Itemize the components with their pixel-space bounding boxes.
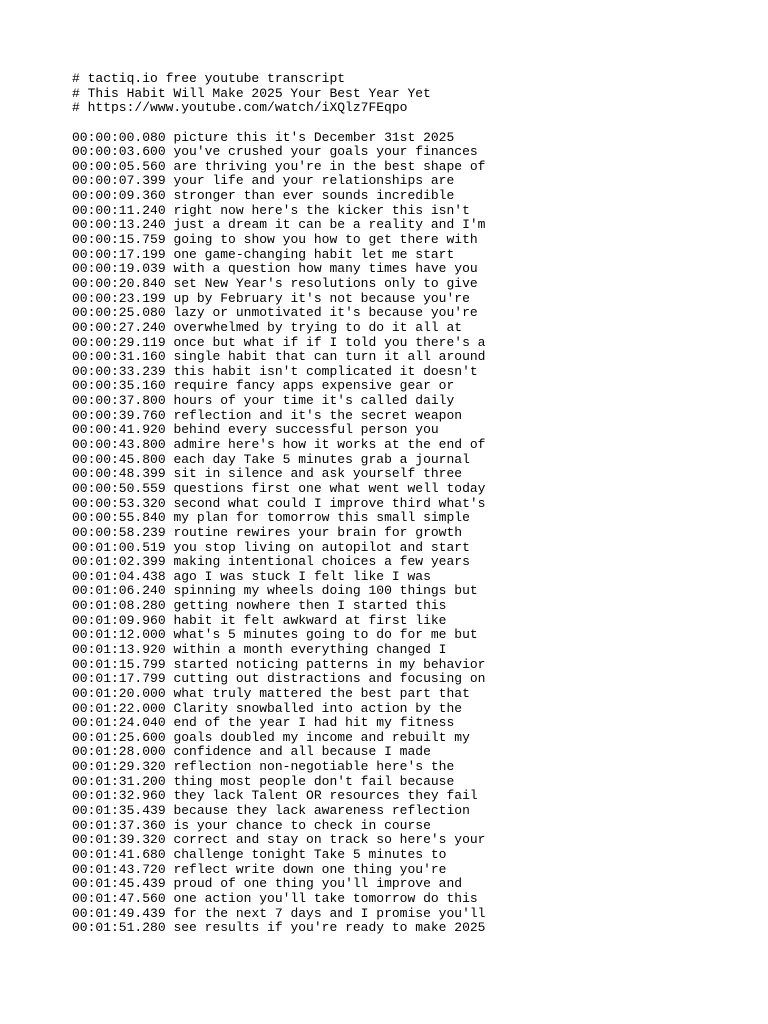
transcript-timestamp: 00:00:45.800 xyxy=(72,451,166,467)
transcript-timestamp: 00:01:28.000 xyxy=(72,744,166,760)
transcript-timestamp: 00:00:27.240 xyxy=(72,319,166,335)
transcript-text: require fancy apps expensive gear or xyxy=(173,378,455,394)
transcript-timestamp: 00:00:19.039 xyxy=(72,261,166,277)
transcript-text: your life and your relationships are xyxy=(173,173,455,189)
transcript-text: cutting out distractions and focusing on xyxy=(173,671,486,687)
transcript-line xyxy=(72,848,712,863)
transcript-text: once but what if if I told you there's a xyxy=(173,334,486,350)
header-video-url: # https://www.youtube.com/watch/iXQlz7FEqpo xyxy=(72,100,408,116)
transcript-line xyxy=(72,453,712,468)
transcript-text: making intentional choices a few years xyxy=(173,554,470,570)
transcript-timestamp: 00:01:00.519 xyxy=(72,539,166,555)
transcript-line xyxy=(72,292,712,307)
transcript-text: is your chance to check in course xyxy=(173,817,431,833)
transcript-text: picture this it's December 31st 2025 xyxy=(173,129,455,145)
transcript-text: within a month everything changed I xyxy=(173,641,447,657)
transcript-line xyxy=(72,892,712,907)
transcript-text: one action you'll take tomorrow do this xyxy=(173,890,478,906)
transcript-line xyxy=(72,511,712,526)
transcript-line xyxy=(72,760,712,775)
transcript-text: confidence and all because I made xyxy=(173,744,431,760)
transcript-line xyxy=(72,350,712,365)
transcript-line xyxy=(72,218,712,233)
transcript-timestamp: 00:00:13.240 xyxy=(72,217,166,233)
transcript-line xyxy=(72,131,712,146)
transcript-line xyxy=(72,233,712,248)
transcript-text: stronger than ever sounds incredible xyxy=(173,188,455,204)
transcript-text: ago I was stuck I felt like I was xyxy=(173,568,431,584)
transcript-timestamp: 00:01:04.438 xyxy=(72,568,166,584)
transcript-lines xyxy=(72,131,712,936)
transcript-text: you stop living on autopilot and start xyxy=(173,539,470,555)
transcript-text: questions first one what went well today xyxy=(173,480,486,496)
transcript-timestamp: 00:01:25.600 xyxy=(72,729,166,745)
transcript-timestamp: 00:00:48.399 xyxy=(72,466,166,482)
transcript-text: they lack Talent OR resources they fail xyxy=(173,788,478,804)
transcript-timestamp: 00:01:08.280 xyxy=(72,598,166,614)
transcript-line xyxy=(72,789,712,804)
header-source-line: # tactiq.io free youtube transcript xyxy=(72,71,346,86)
transcript-text: each day Take 5 minutes grab a journal xyxy=(173,451,470,467)
transcript-text: Clarity snowballed into action by the xyxy=(173,700,463,716)
transcript-text: sit in silence and ask yourself three xyxy=(173,466,463,482)
transcript-timestamp: 00:01:12.000 xyxy=(72,627,166,643)
transcript-timestamp: 00:00:09.360 xyxy=(72,188,166,204)
transcript-text: set New Year's resolutions only to give xyxy=(173,275,478,291)
transcript-timestamp: 00:00:58.239 xyxy=(72,524,166,540)
transcript-timestamp: 00:00:15.759 xyxy=(72,232,166,248)
transcript-line xyxy=(72,731,712,746)
transcript-line xyxy=(72,672,712,687)
transcript-text: started noticing patterns in my behavior xyxy=(173,656,486,672)
transcript-timestamp: 00:00:37.800 xyxy=(72,393,166,409)
transcript-timestamp: 00:00:00.080 xyxy=(72,129,166,145)
transcript-timestamp: 00:00:33.239 xyxy=(72,363,166,379)
transcript-line xyxy=(72,394,712,409)
transcript-line xyxy=(72,467,712,482)
transcript-timestamp: 00:00:07.399 xyxy=(72,173,166,189)
transcript-text: right now here's the kicker this isn't xyxy=(173,202,470,218)
transcript-line xyxy=(72,775,712,790)
transcript-text: up by February it's not because you're xyxy=(173,290,470,306)
transcript-timestamp: 00:01:35.439 xyxy=(72,803,166,819)
transcript-text: are thriving you're in the best shape of xyxy=(173,158,486,174)
transcript-timestamp: 00:01:47.560 xyxy=(72,890,166,906)
transcript-line xyxy=(72,482,712,497)
transcript-timestamp: 00:00:11.240 xyxy=(72,202,166,218)
transcript-line xyxy=(72,497,712,512)
transcript-timestamp: 00:01:43.720 xyxy=(72,861,166,877)
transcript-timestamp: 00:01:39.320 xyxy=(72,832,166,848)
transcript-text: for the next 7 days and I promise you'll xyxy=(173,905,486,921)
transcript-line xyxy=(72,277,712,292)
transcript-timestamp: 00:01:22.000 xyxy=(72,700,166,716)
transcript-timestamp: 00:00:50.559 xyxy=(72,480,166,496)
transcript-text: proud of one thing you'll improve and xyxy=(173,876,463,892)
transcript-timestamp: 00:00:25.080 xyxy=(72,305,166,321)
transcript-timestamp: 00:00:35.160 xyxy=(72,378,166,394)
transcript-text: end of the year I had hit my fitness xyxy=(173,715,455,731)
transcript-text: challenge tonight Take 5 minutes to xyxy=(173,846,447,862)
transcript-text: routine rewires your brain for growth xyxy=(173,524,463,540)
transcript-line xyxy=(72,306,712,321)
transcript-line xyxy=(72,628,712,643)
transcript-line xyxy=(72,819,712,834)
transcript-line xyxy=(72,174,712,189)
transcript-line xyxy=(72,687,712,702)
transcript-timestamp: 00:00:43.800 xyxy=(72,437,166,453)
transcript-line xyxy=(72,189,712,204)
transcript-line xyxy=(72,570,712,585)
transcript-text: with a question how many times have you xyxy=(173,261,478,277)
transcript-timestamp: 00:01:49.439 xyxy=(72,905,166,921)
transcript-text: see results if you're ready to make 2025 xyxy=(173,920,486,936)
transcript-timestamp: 00:00:31.160 xyxy=(72,349,166,365)
transcript-line xyxy=(72,555,712,570)
header-spacer xyxy=(72,116,712,131)
transcript-text: just a dream it can be a reality and I'm xyxy=(173,217,486,233)
transcript-timestamp: 00:01:37.360 xyxy=(72,817,166,833)
transcript-line xyxy=(72,336,712,351)
transcript-line xyxy=(72,745,712,760)
transcript-timestamp: 00:00:39.760 xyxy=(72,407,166,423)
transcript-line xyxy=(72,248,712,263)
transcript-line xyxy=(72,160,712,175)
transcript-timestamp: 00:01:51.280 xyxy=(72,920,166,936)
transcript-timestamp: 00:00:55.840 xyxy=(72,510,166,526)
header-video-title: # This Habit Will Make 2025 Your Best Year Yet xyxy=(72,85,431,101)
transcript-timestamp: 00:01:09.960 xyxy=(72,612,166,628)
transcript-timestamp: 00:01:17.799 xyxy=(72,671,166,687)
transcript-timestamp: 00:00:20.840 xyxy=(72,275,166,291)
transcript-line xyxy=(72,863,712,878)
transcript-text: spinning my wheels doing 100 things but xyxy=(173,583,478,599)
transcript-text: lazy or unmotivated it's because you're xyxy=(173,305,478,321)
transcript-timestamp: 00:00:03.600 xyxy=(72,144,166,160)
transcript-text: goals doubled my income and rebuilt my xyxy=(173,729,470,745)
transcript-timestamp: 00:01:15.799 xyxy=(72,656,166,672)
transcript-text: going to show you how to get there with xyxy=(173,232,478,248)
transcript-line xyxy=(72,877,712,892)
transcript-line xyxy=(72,584,712,599)
transcript-timestamp: 00:01:31.200 xyxy=(72,773,166,789)
transcript-line xyxy=(72,204,712,219)
transcript-text: my plan for tomorrow this small simple xyxy=(173,510,470,526)
transcript-line xyxy=(72,262,712,277)
transcript-text: getting nowhere then I started this xyxy=(173,598,447,614)
transcript-line xyxy=(72,921,712,936)
transcript-text: thing most people don't fail because xyxy=(173,773,455,789)
transcript-text: one game-changing habit let me start xyxy=(173,246,455,262)
transcript-text: you've crushed your goals your finances xyxy=(173,144,478,160)
transcript-timestamp: 00:00:23.199 xyxy=(72,290,166,306)
transcript-text: this habit isn't complicated it doesn't xyxy=(173,363,478,379)
transcript-timestamp: 00:00:29.119 xyxy=(72,334,166,350)
transcript-text: reflect write down one thing you're xyxy=(173,861,447,877)
transcript-timestamp: 00:01:41.680 xyxy=(72,846,166,862)
transcript-text: second what could I improve third what's xyxy=(173,495,486,511)
transcript-text: behind every successful person you xyxy=(173,422,439,438)
transcript-timestamp: 00:00:41.920 xyxy=(72,422,166,438)
transcript-line xyxy=(72,716,712,731)
transcript-text: correct and stay on track so here's your xyxy=(173,832,486,848)
transcript-line xyxy=(72,702,712,717)
transcript-line xyxy=(72,438,712,453)
transcript-line xyxy=(72,526,712,541)
transcript-text: reflection non-negotiable here's the xyxy=(173,759,455,775)
transcript-line xyxy=(72,599,712,614)
transcript-text: habit it felt awkward at first like xyxy=(173,612,447,628)
transcript-line xyxy=(72,643,712,658)
transcript-timestamp: 00:00:53.320 xyxy=(72,495,166,511)
transcript-timestamp: 00:01:13.920 xyxy=(72,641,166,657)
transcript-text: admire here's how it works at the end of xyxy=(173,437,486,453)
transcript-line xyxy=(72,145,712,160)
transcript-timestamp: 00:01:06.240 xyxy=(72,583,166,599)
transcript-text: because they lack awareness reflection xyxy=(173,803,470,819)
transcript-line xyxy=(72,804,712,819)
transcript-line xyxy=(72,365,712,380)
transcript-line xyxy=(72,541,712,556)
transcript-timestamp: 00:00:05.560 xyxy=(72,158,166,174)
transcript-page xyxy=(72,72,712,936)
transcript-timestamp: 00:01:32.960 xyxy=(72,788,166,804)
transcript-line xyxy=(72,658,712,673)
transcript-timestamp: 00:01:20.000 xyxy=(72,685,166,701)
transcript-line xyxy=(72,423,712,438)
transcript-text: reflection and it's the secret weapon xyxy=(173,407,463,423)
transcript-timestamp: 00:01:02.399 xyxy=(72,554,166,570)
transcript-line xyxy=(72,614,712,629)
transcript-text: hours of your time it's called daily xyxy=(173,393,455,409)
transcript-text: what truly mattered the best part that xyxy=(173,685,470,701)
transcript-line xyxy=(72,833,712,848)
transcript-text: what's 5 minutes going to do for me but xyxy=(173,627,478,643)
transcript-text: single habit that can turn it all around xyxy=(173,349,486,365)
transcript-line xyxy=(72,409,712,424)
transcript-timestamp: 00:01:24.040 xyxy=(72,715,166,731)
transcript-text: overwhelmed by trying to do it all at xyxy=(173,319,463,335)
transcript-timestamp: 00:00:17.199 xyxy=(72,246,166,262)
transcript-line xyxy=(72,907,712,922)
transcript-line xyxy=(72,321,712,336)
transcript-line xyxy=(72,379,712,394)
transcript-timestamp: 00:01:45.439 xyxy=(72,876,166,892)
transcript-timestamp: 00:01:29.320 xyxy=(72,759,166,775)
